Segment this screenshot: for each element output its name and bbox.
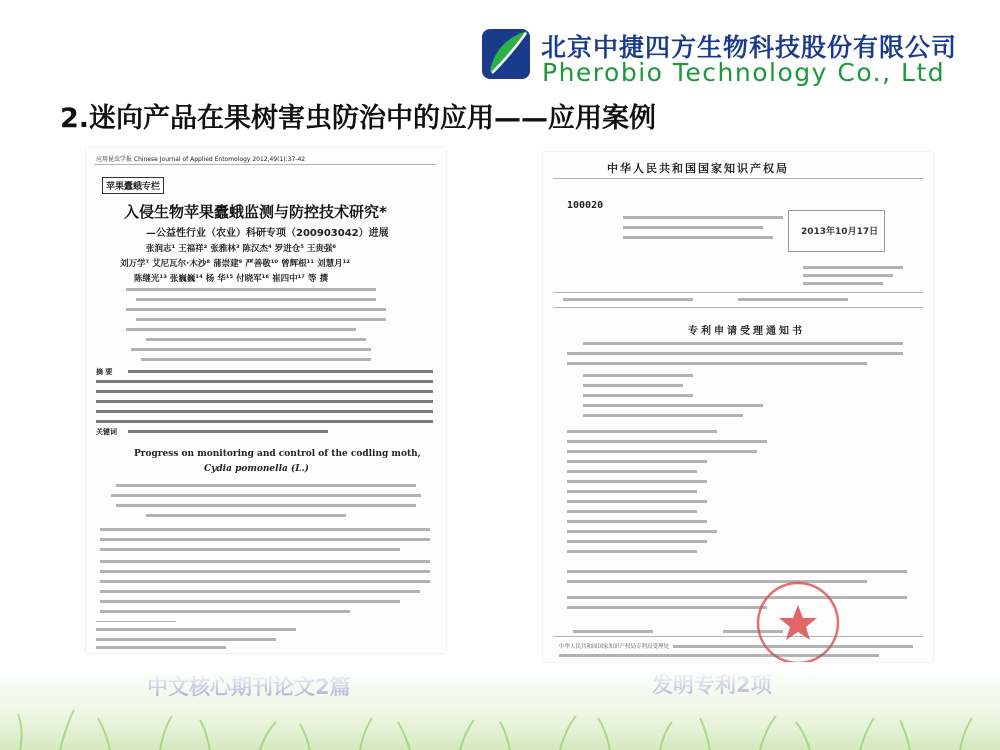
keywords-label: 关键词: [96, 428, 117, 436]
paper-title-en: Progress on monitoring and control of the codling moth,: [134, 449, 421, 459]
column-tag: 苹果蠹蛾专栏: [102, 177, 164, 194]
paper-species-en: Cydia pomonella (L.): [204, 464, 309, 474]
journal-paper-scan: [86, 148, 446, 653]
paper-title-cn: 入侵生物苹果蠹蛾监测与防控技术研究*: [124, 203, 387, 221]
company-name-en: Pherobio Technology Co., Ltd: [542, 58, 946, 87]
company-name-cn: 北京中捷四方生物科技股份有限公司: [541, 33, 958, 62]
official-seal-icon: [753, 578, 843, 662]
slide-title: 2.迷向产品在果树害虫防治中的应用——应用案例: [60, 103, 657, 134]
date-stamp: 2013年10月17日: [801, 227, 879, 237]
notice-title: 专利申请受理通知书: [688, 326, 805, 337]
header-bar: [0, 0, 1000, 95]
patent-notice-scan: [543, 152, 933, 662]
footer-stamp-text: 中华人民共和国国家知识产权局专利局受理处: [559, 644, 670, 650]
grass-decoration: [0, 670, 1000, 750]
authors-line-2: 刘万学⁷ 艾尼瓦尔·木沙⁸ 蒲崇建⁹ 严善敬¹⁰ 曾辉根¹¹ 刘慧月¹²: [120, 259, 351, 269]
authors-line-1: 张润志¹ 王福祥² 张雅林³ 陈汉杰⁴ 罗进仓⁵ 王贵强⁶: [146, 244, 337, 254]
journal-header: 应用昆虫学报 Chinese Journal of Applied Entomology 2012,49(1):37-42: [96, 156, 306, 163]
authors-line-3: 陈继光¹³ 张巍巍¹⁴ 杨 华¹⁵ 付晓军¹⁶ 崔四中¹⁷ 等 撰: [134, 274, 328, 284]
paper-subtitle-cn: —公益性行业（农业）科研专项（200903042）进展: [146, 228, 389, 239]
abstract-label: 摘 要: [96, 368, 113, 376]
postcode: 100020: [567, 200, 604, 211]
leaf-logo-icon: [480, 23, 534, 83]
patent-office-header: 中华人民共和国国家知识产权局: [607, 162, 789, 175]
